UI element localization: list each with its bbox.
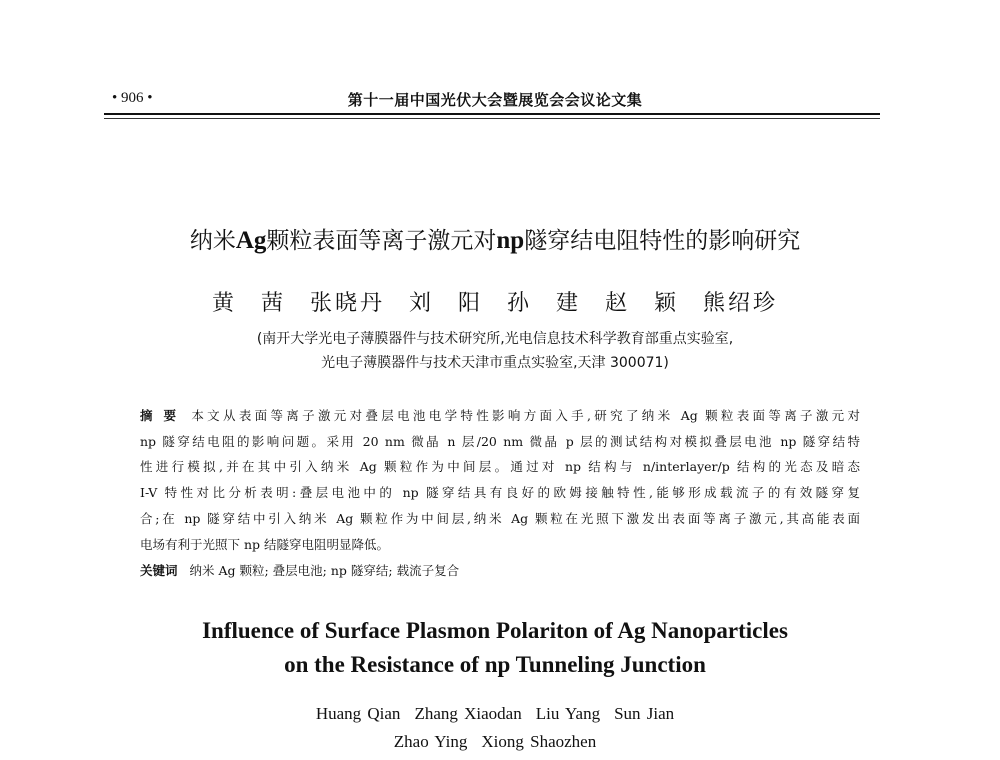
affiliation-line-2: 光电子薄膜器件与技术天津市重点实验室,天津 300071) (321, 355, 669, 371)
author-name: Huang Qian (315, 704, 401, 723)
paper-title-en-line-1: Influence of Surface Plasmon Polariton of Ag Nanoparticles (202, 618, 788, 643)
title-text: Ag (235, 227, 267, 254)
page-number: • 906 • (112, 90, 153, 106)
header-rule (104, 113, 880, 115)
abstract-label: 摘 要 (140, 408, 180, 423)
author-name: Xiong Shaozhen (481, 732, 597, 751)
abstract-line: np 隧穿结电阻的影响问题。采用 20 nm 微晶 n 层/20 nm 微晶 p 层的测试结构对模拟叠层电池 np 隧穿结特 (140, 434, 860, 449)
author-name: Sun Jian (614, 704, 675, 723)
authors-cn: 黄 茜 张晓丹 刘 阳 孙 建 赵 颖 熊绍珍 (212, 291, 778, 316)
header-rule-thin (104, 118, 880, 119)
abstract-line: 合;在 np 隧穿结中引入纳米 Ag 颗粒作为中间层,纳米 Ag 颗粒在光照下激发出表面等离子激元,其高能表面 (140, 511, 860, 526)
abstract-line: 电场有利于光照下 np 结隧穿电阻明显降低。 (140, 537, 389, 552)
author-name: Liu Yang (535, 704, 601, 723)
abstract-line (140, 408, 860, 424)
title-text: 隧穿结电阻特性的影响研究 (524, 228, 801, 254)
keywords-text: 纳米 Ag 颗粒; 叠层电池; np 隧穿结; 载流子复合 (189, 563, 460, 578)
title-text: np (496, 227, 525, 254)
keywords-label: 关键词 (140, 563, 178, 578)
authors-en-line-2 (0, 732, 990, 752)
authors-en-line-1 (0, 704, 990, 724)
running-title: 第十一届中国光伏大会暨展览会会议论文集 (347, 91, 643, 109)
paper-title-en-line-2: on the Resistance of np Tunneling Junction (284, 652, 706, 677)
author-name: Zhang Xiaodan (414, 704, 522, 723)
title-text: 颗粒表面等离子激元对 (266, 228, 497, 254)
title-text: 纳米 (189, 228, 236, 254)
paper-title-cn (0, 222, 990, 255)
abstract-line: I-V 特性对比分析表明:叠层电池中的 np 隧穿结具有良好的欧姆接触特性,能够形成载流子的有效隧穿复 (140, 485, 860, 500)
keywords (140, 563, 860, 579)
author-name: Zhao Ying (393, 732, 468, 751)
abstract-line: 性进行模拟,并在其中引入纳米 Ag 颗粒作为中间层。通过对 np 结构与 n/interlayer/p 结构的光态及暗态 (140, 459, 860, 474)
affiliation-line-1: (南开大学光电子薄膜器件与技术研究所,光电信息技术科学教育部重点实验室, (256, 331, 734, 347)
abstract-text: 本文从表面等离子激元对叠层电池电学特性影响方面入手,研究了纳米 Ag 颗粒表面等离子激元对 (191, 408, 861, 423)
